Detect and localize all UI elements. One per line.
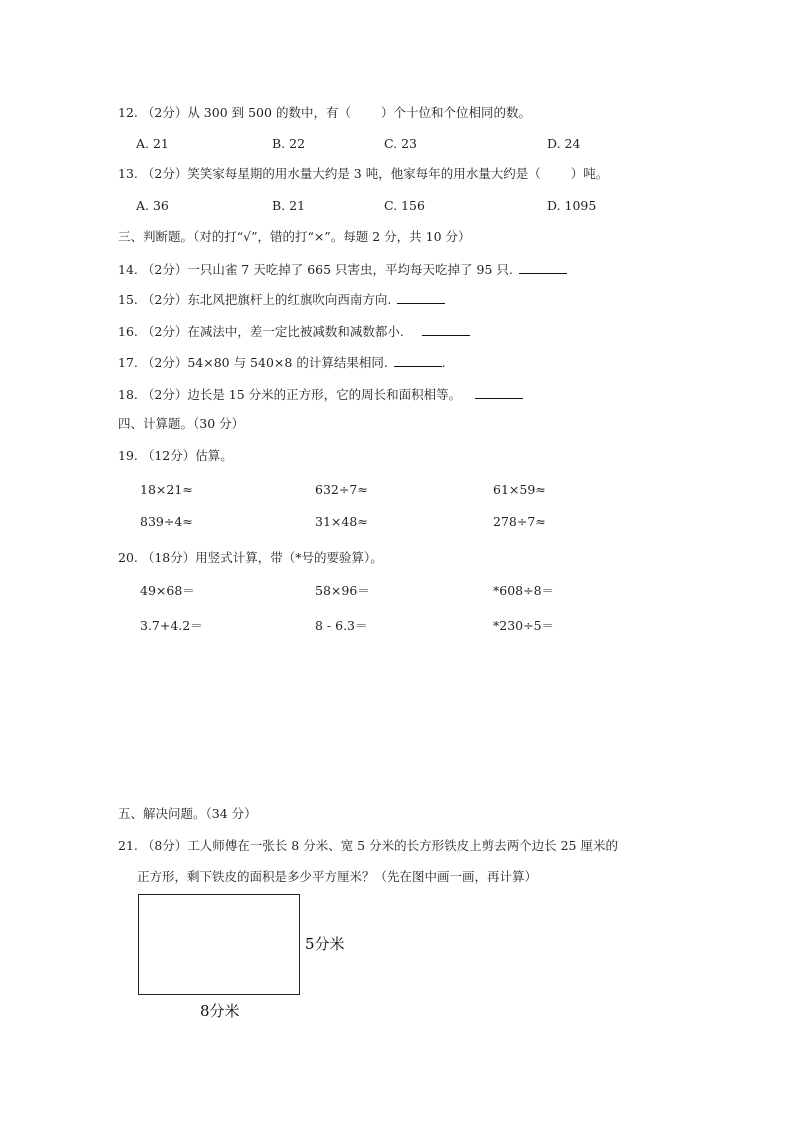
judge-question-16 bbox=[118, 323, 470, 340]
question-number: 12. bbox=[118, 105, 138, 120]
judge-question-14 bbox=[118, 261, 567, 278]
section-heading: 四、计算题。（30 分） bbox=[118, 416, 245, 431]
option-c[interactable]: C. 23 bbox=[384, 136, 417, 151]
question-score: （2分） bbox=[141, 292, 188, 307]
question-number: 17. bbox=[118, 355, 138, 370]
option-c[interactable]: C. 156 bbox=[384, 198, 425, 213]
question-text: ）吨。 bbox=[570, 166, 609, 181]
estimate-item: 278÷7≈ bbox=[493, 514, 546, 529]
judge-question-15 bbox=[118, 291, 445, 308]
estimate-item: 61×59≈ bbox=[493, 482, 546, 497]
question-score: （2分） bbox=[141, 355, 188, 370]
length-label: 8分米 bbox=[200, 1002, 240, 1020]
estimate-item: 839÷4≈ bbox=[140, 514, 193, 529]
calc-item: 8 - 6.3＝ bbox=[315, 618, 368, 633]
question-12 bbox=[118, 105, 531, 121]
calc-item: 3.7+4.2＝ bbox=[140, 618, 203, 633]
answer-blank[interactable] bbox=[475, 386, 523, 399]
option-a[interactable]: A. 36 bbox=[136, 198, 169, 213]
answer-blank[interactable] bbox=[519, 261, 567, 274]
judge-question-18 bbox=[118, 386, 523, 403]
rectangle-figure[interactable] bbox=[138, 894, 300, 995]
question-19-title: 19. （12分）估算。 bbox=[118, 448, 233, 463]
section-heading: 五、解决问题。（34 分） bbox=[118, 806, 257, 821]
question-number: 14. bbox=[118, 262, 138, 277]
question-text: 一只山雀 7 天吃掉了 665 只害虫，平均每天吃掉了 95 只. bbox=[187, 262, 513, 277]
judge-question-17 bbox=[118, 354, 446, 371]
question-score: （2分） bbox=[141, 262, 188, 277]
option-b[interactable]: B. 21 bbox=[272, 198, 306, 213]
question-number: 13. bbox=[118, 166, 138, 181]
question-text: 边长是 15 分米的正方形，它的周长和面积相等。 bbox=[187, 387, 462, 402]
question-score: （2分） bbox=[141, 166, 188, 181]
question-20-title: 20. （18分）用竖式计算，带（*号的要验算）。 bbox=[118, 550, 383, 565]
calc-item: *608÷8＝ bbox=[493, 583, 555, 598]
question-13 bbox=[118, 166, 608, 182]
question-text: ）个十位和个位相同的数。 bbox=[380, 105, 531, 120]
option-d[interactable]: D. 24 bbox=[547, 136, 581, 151]
option-b[interactable]: B. 22 bbox=[272, 136, 306, 151]
width-label: 5分米 bbox=[305, 935, 345, 953]
question-21-line2: 正方形，剩下铁皮的面积是多少平方厘米？（先在图中画一画，再计算） bbox=[137, 869, 538, 884]
calc-item: 58×96＝ bbox=[315, 583, 370, 598]
answer-blank[interactable] bbox=[422, 323, 470, 336]
punctuation: . bbox=[441, 355, 446, 370]
option-a[interactable]: A. 21 bbox=[136, 136, 169, 151]
question-number: 16. bbox=[118, 324, 138, 339]
question-score: （2分） bbox=[141, 387, 188, 402]
question-text: 在减法中，差一定比被减数和减数都小. bbox=[187, 324, 404, 339]
question-text: 东北风把旗杆上的红旗吹向西南方向. bbox=[187, 292, 392, 307]
calc-item: *230÷5＝ bbox=[493, 618, 555, 633]
question-number: 15. bbox=[118, 292, 138, 307]
section-heading: 三、判断题。（对的打“√”，错的打“×”。每题 2 分，共 10 分） bbox=[118, 229, 471, 244]
answer-blank[interactable] bbox=[397, 291, 445, 304]
question-text: 笑笑家每星期的用水量大约是 3 吨，他家每年的用水量大约是（ bbox=[187, 166, 541, 181]
question-21-line1: 21. （8分）工人师傅在一张长 8 分米、宽 5 分米的长方形铁皮上剪去两个边长 25 厘米的 bbox=[118, 838, 618, 853]
estimate-item: 31×48≈ bbox=[315, 514, 368, 529]
question-text: 从 300 到 500 的数中，有（ bbox=[187, 105, 351, 120]
estimate-item: 18×21≈ bbox=[140, 482, 193, 497]
question-text: 54×80 与 540×8 的计算结果相同. bbox=[187, 355, 388, 370]
answer-blank[interactable] bbox=[394, 354, 442, 367]
question-score: （2分） bbox=[141, 105, 188, 120]
option-d[interactable]: D. 1095 bbox=[547, 198, 597, 213]
question-score: （2分） bbox=[141, 324, 188, 339]
calc-item: 49×68＝ bbox=[140, 583, 195, 598]
question-number: 18. bbox=[118, 387, 138, 402]
estimate-item: 632÷7≈ bbox=[315, 482, 368, 497]
